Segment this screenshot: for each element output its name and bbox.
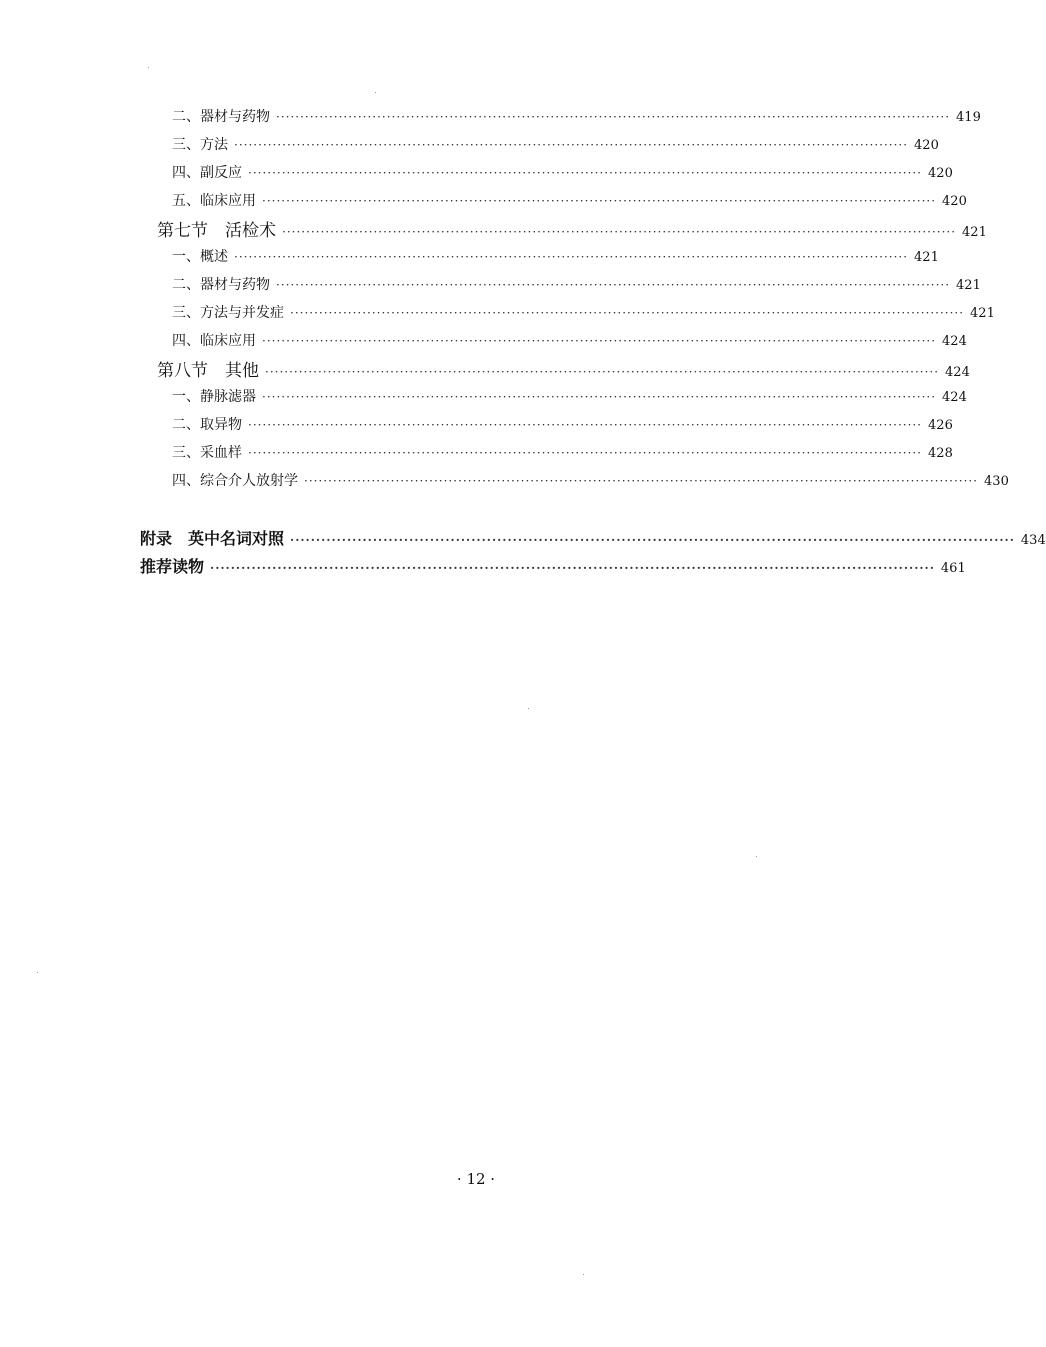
dot-leader: ············································································································································ <box>282 225 957 239</box>
scan-speck <box>37 972 38 973</box>
toc-entry-title: 三、方法与并发症 <box>172 305 284 321</box>
toc-entry-title: 二、取异物 <box>172 417 242 433</box>
scan-speck <box>375 92 376 93</box>
toc-section-page: 424 <box>945 365 970 380</box>
toc-entry[interactable] <box>172 106 981 126</box>
dot-leader: ············································································································································ <box>262 194 937 208</box>
toc-entry-page: 426 <box>928 418 953 433</box>
dot-leader: ············································································································································ <box>248 418 923 432</box>
toc-entry-page: 428 <box>928 446 953 461</box>
toc-section[interactable] <box>157 216 987 241</box>
toc-entry-page: 419 <box>956 110 981 125</box>
toc-entry[interactable] <box>172 414 953 434</box>
toc-entry[interactable] <box>172 190 967 210</box>
toc-entry[interactable] <box>172 134 939 154</box>
scan-speck <box>148 67 149 68</box>
toc-entry[interactable] <box>172 470 1009 490</box>
toc-entry-title: 四、综合介人放射学 <box>172 473 298 489</box>
toc-entry-page: 430 <box>984 474 1009 489</box>
dot-leader: ············································································································································ <box>276 110 951 124</box>
scan-speck <box>583 1274 584 1275</box>
toc-recommended-reading-title: 推荐读物 <box>140 557 205 576</box>
dot-leader: ············································································································································ <box>248 166 923 180</box>
toc-entry-title: 四、临床应用 <box>172 333 256 349</box>
toc-appendix[interactable] <box>140 526 1046 549</box>
toc-entry-title: 二、器材与药物 <box>172 109 270 125</box>
dot-leader: ············································································································································ <box>265 365 940 379</box>
toc-entry-page: 421 <box>914 250 939 265</box>
toc-section-title: 第八节 其他 <box>157 361 259 381</box>
toc-entry-title: 四、副反应 <box>172 165 242 181</box>
toc-recommended-reading[interactable] <box>140 554 966 577</box>
dot-leader: ············································································································································ <box>290 533 1015 547</box>
scan-speck <box>528 708 529 709</box>
dot-leader: ············································································································································ <box>234 138 909 152</box>
toc-entry[interactable] <box>172 246 939 266</box>
toc-entry-page: 420 <box>942 194 967 209</box>
toc-entry-title: 三、采血样 <box>172 445 242 461</box>
toc-entry-title: 五、临床应用 <box>172 193 256 209</box>
toc-section[interactable] <box>157 356 970 381</box>
toc-entry-title: 一、静脉滤器 <box>172 389 256 405</box>
toc-entry-title: 一、概述 <box>172 249 228 265</box>
dot-leader: ············································································································································ <box>234 250 909 264</box>
dot-leader: ············································································································································ <box>248 446 923 460</box>
toc-entry-page: 424 <box>942 334 967 349</box>
toc-entry-page: 421 <box>956 278 981 293</box>
toc-entry-page: 421 <box>970 306 995 321</box>
dot-leader: ············································································································································ <box>276 278 951 292</box>
page-number: · 12 · <box>456 1170 496 1188</box>
toc-section-page: 421 <box>962 225 987 240</box>
toc-entry-title: 二、器材与药物 <box>172 277 270 293</box>
dot-leader: ············································································································································ <box>304 474 979 488</box>
toc-entry[interactable] <box>172 162 953 182</box>
dot-leader: ············································································································································ <box>262 334 937 348</box>
scan-speck <box>756 856 757 857</box>
toc-entry[interactable] <box>172 302 995 322</box>
toc-entry-page: 420 <box>914 138 939 153</box>
toc-entry-page: 420 <box>928 166 953 181</box>
toc-entry[interactable] <box>172 330 967 350</box>
toc-entry[interactable] <box>172 274 981 294</box>
toc-section-title: 第七节 活检术 <box>157 221 276 241</box>
toc-appendix-page: 434 <box>1020 533 1046 548</box>
dot-leader: ············································································································································ <box>290 306 965 320</box>
dot-leader: ············································································································································ <box>210 561 935 575</box>
toc-entry[interactable] <box>172 442 953 462</box>
toc-appendix-title: 附录 英中名词对照 <box>140 529 285 548</box>
toc-entry[interactable] <box>172 386 967 406</box>
toc-entry-page: 424 <box>942 390 967 405</box>
toc-entry-title: 三、方法 <box>172 137 228 153</box>
dot-leader: ············································································································································ <box>262 390 937 404</box>
toc-recommended-reading-page: 461 <box>940 561 966 576</box>
